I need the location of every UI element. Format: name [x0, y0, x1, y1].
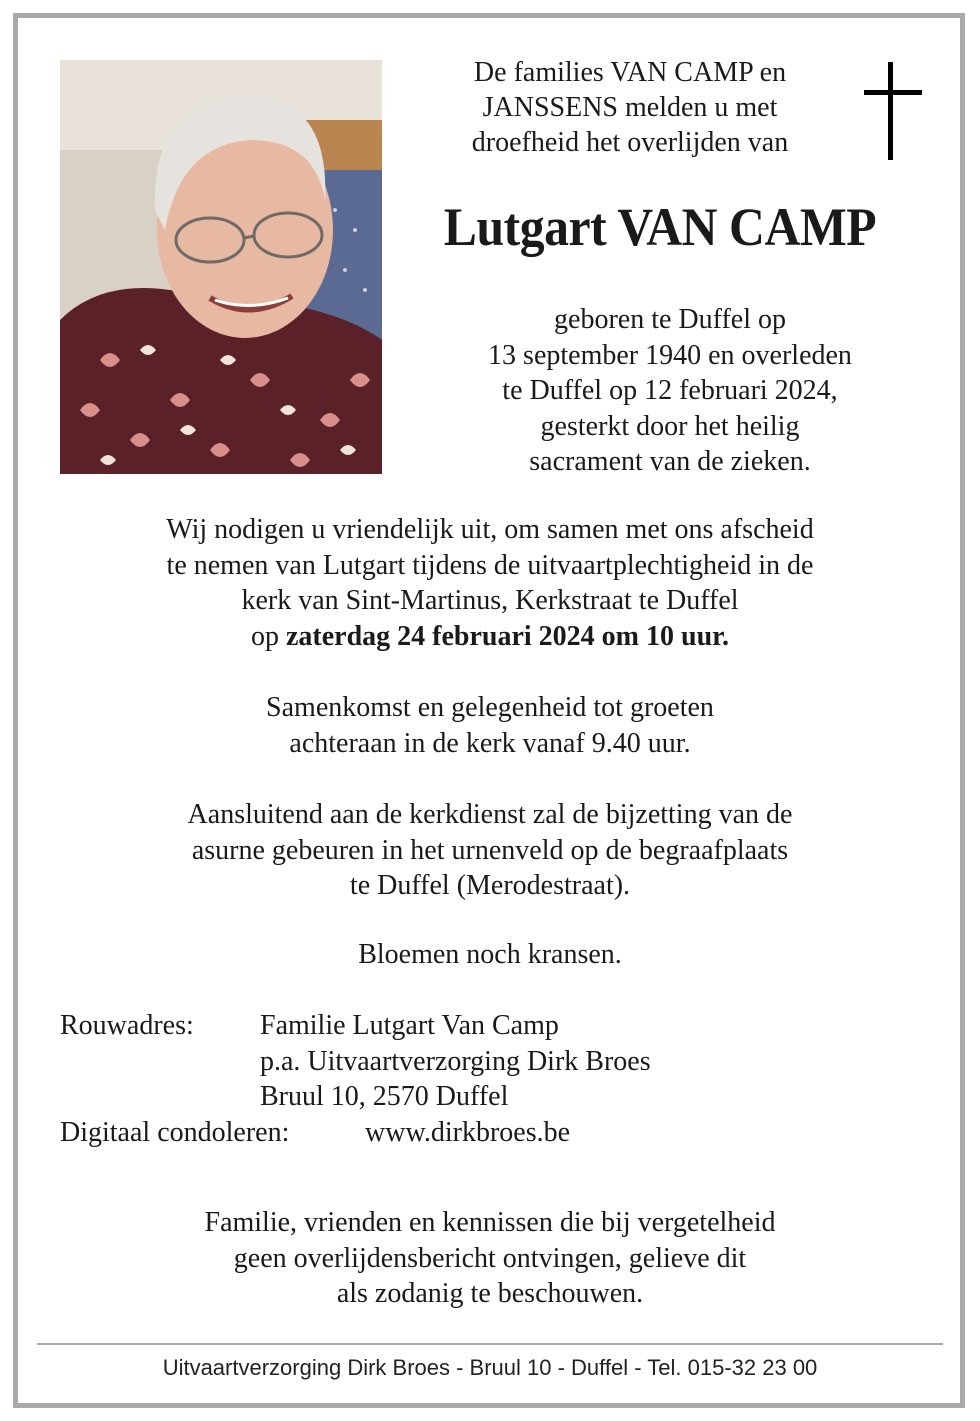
intro-line: JANSSENS melden u met — [482, 92, 778, 123]
funeral-invitation — [40, 512, 940, 654]
closing-note — [40, 1205, 940, 1312]
burial-line: asurne gebeuren in het urnenveld op de begraafplaats — [191, 834, 789, 866]
gathering-info — [40, 690, 940, 761]
condolence-label: Digitaal condoleren: — [60, 1116, 290, 1148]
cross-icon — [864, 62, 922, 160]
deceased-name: Lutgart VAN CAMP — [443, 197, 877, 257]
address-line: p.a. Uitvaartverzorging Dirk Broes — [260, 1045, 651, 1077]
burial-info — [40, 797, 940, 904]
invitation-line: kerk van Sint-Martinus, Kerkstraat te Duffel — [241, 585, 739, 616]
flowers-note: Bloemen noch kransen. — [358, 939, 622, 970]
born-line: gesterkt door het heilig — [540, 410, 800, 442]
invitation-line: Wij nodigen u vriendelijk uit, om samen met ons afscheid — [166, 514, 814, 545]
announcement-intro — [410, 55, 850, 160]
born-line: sacrament van de zieken. — [529, 446, 811, 477]
invitation-date-line — [40, 619, 940, 655]
born-line: geboren te Duffel op — [554, 304, 786, 335]
born-line: 13 september 1940 en overleden — [488, 339, 852, 371]
invitation-line: te nemen van Lutgart tijdens de uitvaartplechtigheid in de — [166, 549, 814, 581]
birth-death-details — [400, 302, 940, 480]
closing-line: geen overlijdensbericht ontvingen, gelieve dit — [233, 1242, 747, 1274]
address-line: Familie Lutgart Van Camp — [260, 1010, 559, 1041]
closing-line: Familie, vrienden en kennissen die bij vergetelheid — [204, 1207, 776, 1238]
address-label: Rouwadres: — [60, 1010, 194, 1041]
intro-line: droefheid het overlijden van — [471, 127, 789, 158]
gathering-line: achteraan in de kerk vanaf 9.40 uur. — [289, 727, 691, 759]
burial-line: te Duffel (Merodestraat). — [349, 870, 631, 901]
gathering-line: Samenkomst en gelegenheid tot groeten — [266, 692, 714, 723]
closing-line: als zodanig te beschouwen. — [336, 1278, 644, 1309]
invitation-date: zaterdag 24 februari 2024 om 10 uur. — [285, 620, 730, 652]
condolence-link[interactable]: www.dirkbroes.be — [365, 1116, 571, 1148]
portrait-photo — [60, 60, 382, 474]
footer-divider — [37, 1343, 943, 1345]
intro-line: De families VAN CAMP en — [473, 57, 787, 88]
invitation-date-prefix: op — [250, 620, 286, 652]
burial-line: Aansluitend aan de kerkdienst zal de bijzetting van de — [187, 799, 793, 830]
address-line: Bruul 10, 2570 Duffel — [260, 1081, 509, 1112]
funeral-home-footer: Uitvaartverzorging Dirk Broes - Bruul 10 - Duffel - Tel. 015-32 23 00 — [162, 1355, 818, 1380]
born-line: te Duffel op 12 februari 2024, — [502, 375, 838, 406]
